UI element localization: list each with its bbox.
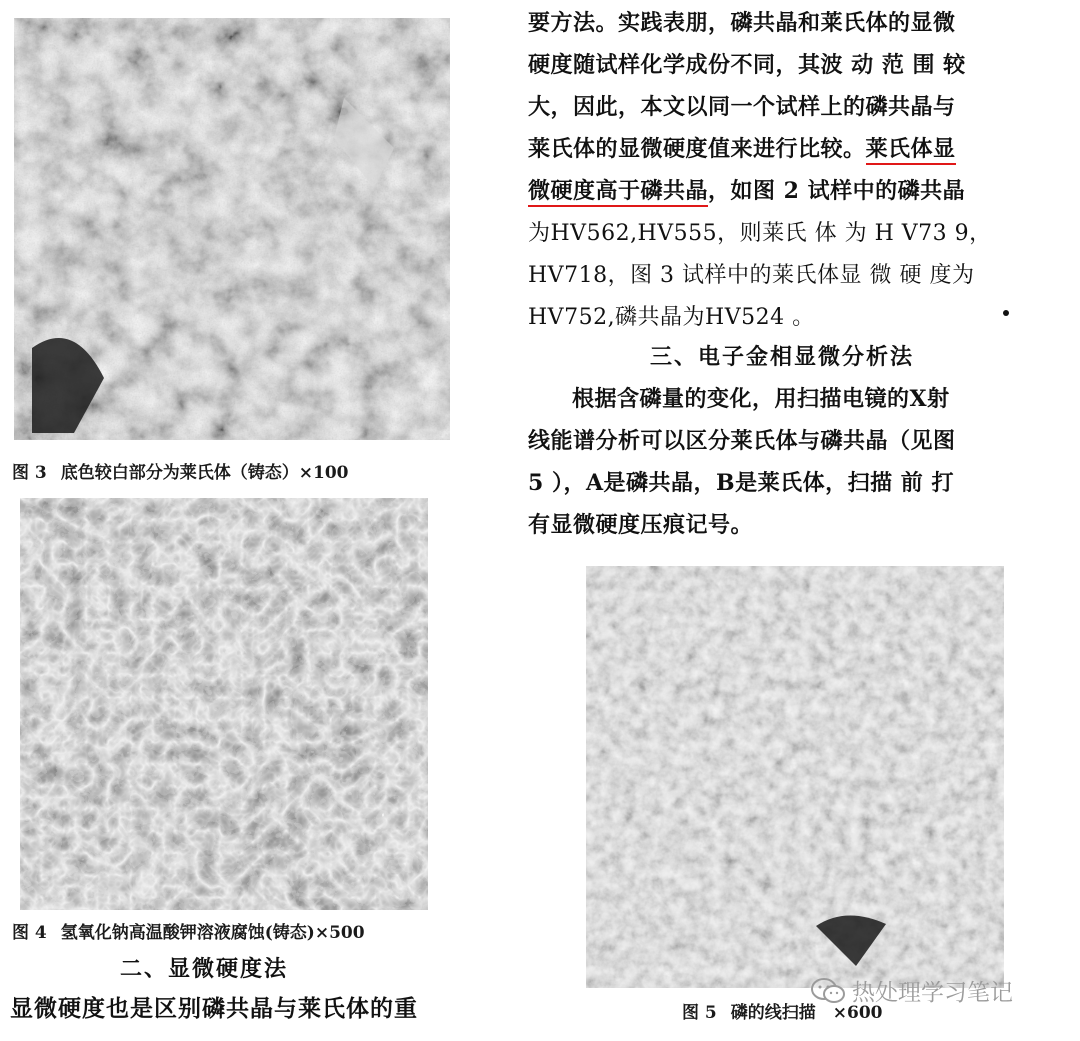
figure-3-caption-text: 底色较白部分为莱氏体（铸态）×100 [60,463,349,483]
watermark-text: 热处理学习笔记 [852,980,1013,1006]
body-line-3: 大，因此，本文以同一个试样上的磷共晶与 [528,94,956,120]
figure-4-micrograph [20,498,428,910]
section-2-heading: 二、显微硬度法 [120,956,289,982]
figure-4-caption-text: 氢氧化钠高温酸钾溶液腐蚀(铸态)×500 [60,923,365,943]
body-line-8: HV752,磷共晶为HV524 。 [528,305,815,330]
figure-5-number: 图 5 [682,1003,717,1023]
figure-5-caption-text: 磷的线扫描 ×600 [730,1003,883,1023]
body-line-1: 要方法。实践表朋，磷共晶和莱氏体的显微 [528,10,956,36]
left-body-line: 显微硬度也是区别磷共晶与莱氏体的重 [10,995,418,1022]
wechat-icon [810,977,846,1005]
figure-3-caption [12,458,348,483]
body-line-5-rest: ，如图 2 试样中的磷共晶 [708,178,966,204]
figure-4-number: 图 4 [12,923,47,943]
body-line-10: 根据含磷量的变化，用扫描电镜的X射 [572,386,950,412]
figure-4-caption [12,918,365,943]
figure-5-texture [586,566,1004,988]
body-line-2: 硬度随试样化学成份不同，其波 动 范 围 较 [528,52,966,78]
body-line-13: 有显微硬度压痕记号。 [528,512,754,538]
figure-3-number: 图 3 [12,463,47,483]
body-line-5 [528,174,965,205]
figure-3-micrograph [14,18,450,440]
body-line-4 [528,132,956,163]
stray-dot [1003,310,1009,316]
body-line-7: HV718，图 3 试样中的莱氏体显 微 硬 度为 [528,263,975,288]
body-line-6: 为HV562,HV555，则莱氏 体 为 H V73 9， [528,221,992,246]
watermark [810,974,1013,1007]
body-line-12: 5 ），A是磷共晶，B是莱氏体，扫描 前 打 [528,470,954,496]
underlined-emphasis-1: 莱氏体显 [866,136,956,165]
underlined-emphasis-2: 微硬度高于磷共晶 [528,178,708,207]
figure-3-texture [14,18,450,440]
section-3-heading: 三、电子金相显微分析法 [650,344,915,370]
figure-4-texture [20,498,428,910]
body-line-11: 线能谱分析可以区分莱氏体与磷共晶（见图 [528,428,956,454]
figure-5-micrograph [586,566,1004,988]
body-line-4-text: 莱氏体的显微硬度值来进行比较。 [528,136,866,162]
